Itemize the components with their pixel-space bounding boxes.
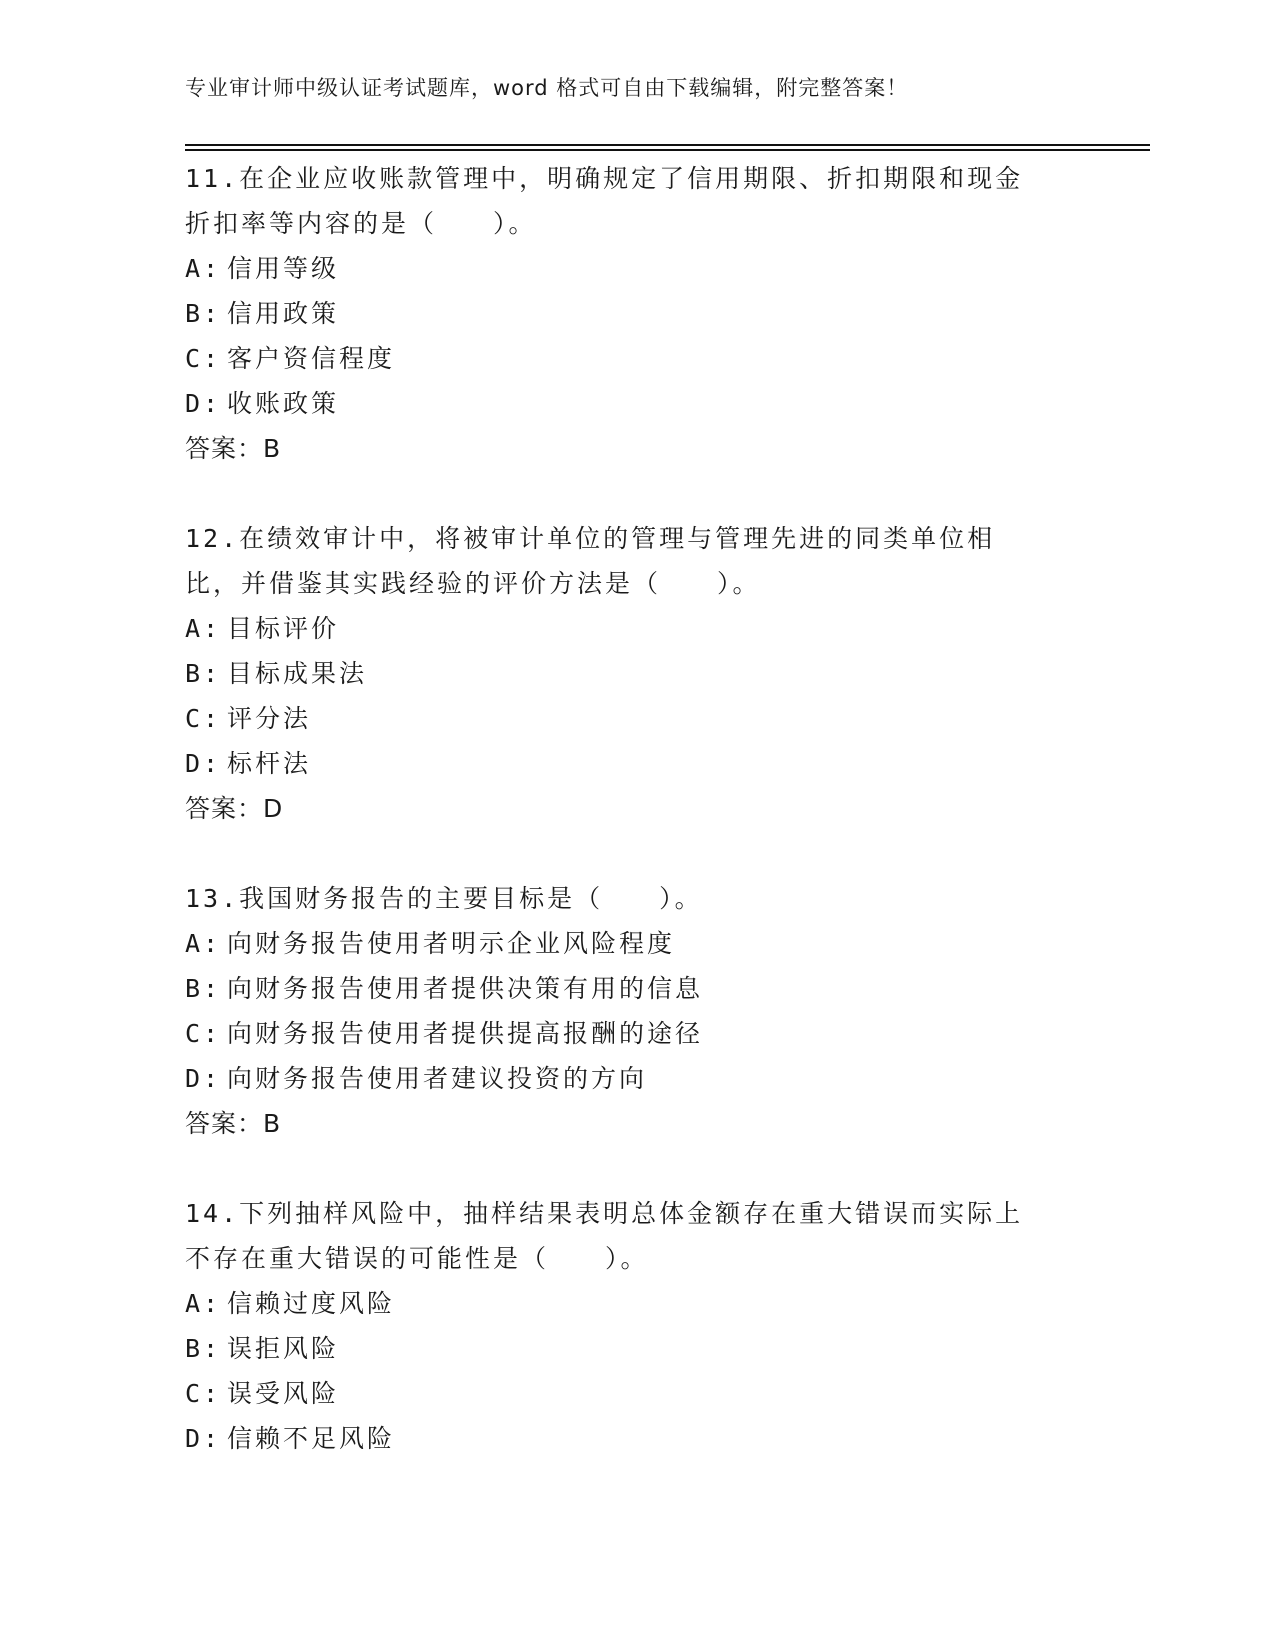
option-text: 信赖不足风险 [227, 1424, 396, 1453]
question-11 [185, 156, 1085, 471]
option-letter: A: [185, 614, 222, 643]
option-text: 向财务报告使用者提供决策有用的信息 [227, 974, 704, 1003]
option-text: 向财务报告使用者明示企业风险程度 [227, 929, 676, 958]
question-13 [185, 876, 1085, 1146]
option-b [185, 1326, 1085, 1371]
option-text: 向财务报告使用者建议投资的方向 [227, 1064, 648, 1093]
answer-line: 答案：B [185, 1109, 282, 1138]
option-letter: A: [185, 1289, 222, 1318]
option-text: 评分法 [227, 704, 312, 733]
option-text: 目标评价 [227, 614, 340, 643]
option-text: 标杆法 [227, 749, 312, 778]
question-list [185, 156, 1085, 1461]
question-stem: 14.下列抽样风险中，抽样结果表明总体金额存在重大错误而实际上不存在重大错误的可能性是（ ）。 [185, 1199, 1024, 1273]
option-letter: B: [185, 299, 222, 328]
option-letter: B: [185, 974, 222, 1003]
header-rule-top [185, 144, 1150, 146]
option-text: 向财务报告使用者提供提高报酬的途径 [227, 1019, 704, 1048]
answer-line: 答案：B [185, 434, 282, 463]
option-c [185, 1011, 1085, 1056]
header-rule-bottom [185, 149, 1150, 151]
option-text: 误受风险 [227, 1379, 340, 1408]
option-c [185, 336, 1085, 381]
option-letter: A: [185, 929, 222, 958]
option-c [185, 1371, 1085, 1416]
question-12 [185, 516, 1085, 831]
option-text: 信用等级 [227, 254, 340, 283]
question-stem: 13.我国财务报告的主要目标是（ ）。 [185, 884, 703, 913]
question-stem: 12.在绩效审计中，将被审计单位的管理与管理先进的同类单位相比，并借鉴其实践经验的评价方法是（ ）。 [185, 524, 996, 598]
option-letter: C: [185, 1379, 222, 1408]
option-text: 收账政策 [227, 389, 340, 418]
option-a [185, 921, 1085, 966]
option-letter: D: [185, 1064, 222, 1093]
option-letter: D: [185, 389, 222, 418]
option-text: 误拒风险 [227, 1334, 340, 1363]
answer-line: 答案：D [185, 794, 284, 823]
option-text: 信赖过度风险 [227, 1289, 396, 1318]
option-letter: D: [185, 749, 222, 778]
option-letter: C: [185, 1019, 222, 1048]
option-b [185, 291, 1085, 336]
option-b [185, 966, 1085, 1011]
option-a [185, 606, 1085, 651]
option-letter: A: [185, 254, 222, 283]
option-b [185, 651, 1085, 696]
option-a [185, 1281, 1085, 1326]
option-d [185, 741, 1085, 786]
option-letter: B: [185, 1334, 222, 1363]
option-c [185, 696, 1085, 741]
option-letter: D: [185, 1424, 222, 1453]
page-header: 专业审计师中级认证考试题库，word 格式可自由下载编辑，附完整答案！ [185, 76, 909, 100]
option-text: 目标成果法 [227, 659, 368, 688]
option-a [185, 246, 1085, 291]
question-stem: 11.在企业应收账款管理中，明确规定了信用期限、折扣期限和现金折扣率等内容的是（ ）。 [185, 164, 1024, 238]
option-text: 信用政策 [227, 299, 340, 328]
option-letter: C: [185, 704, 222, 733]
option-d [185, 1056, 1085, 1101]
option-d [185, 381, 1085, 426]
option-text: 客户资信程度 [227, 344, 396, 373]
option-letter: B: [185, 659, 222, 688]
question-14 [185, 1191, 1085, 1461]
option-letter: C: [185, 344, 222, 373]
option-d [185, 1416, 1085, 1461]
